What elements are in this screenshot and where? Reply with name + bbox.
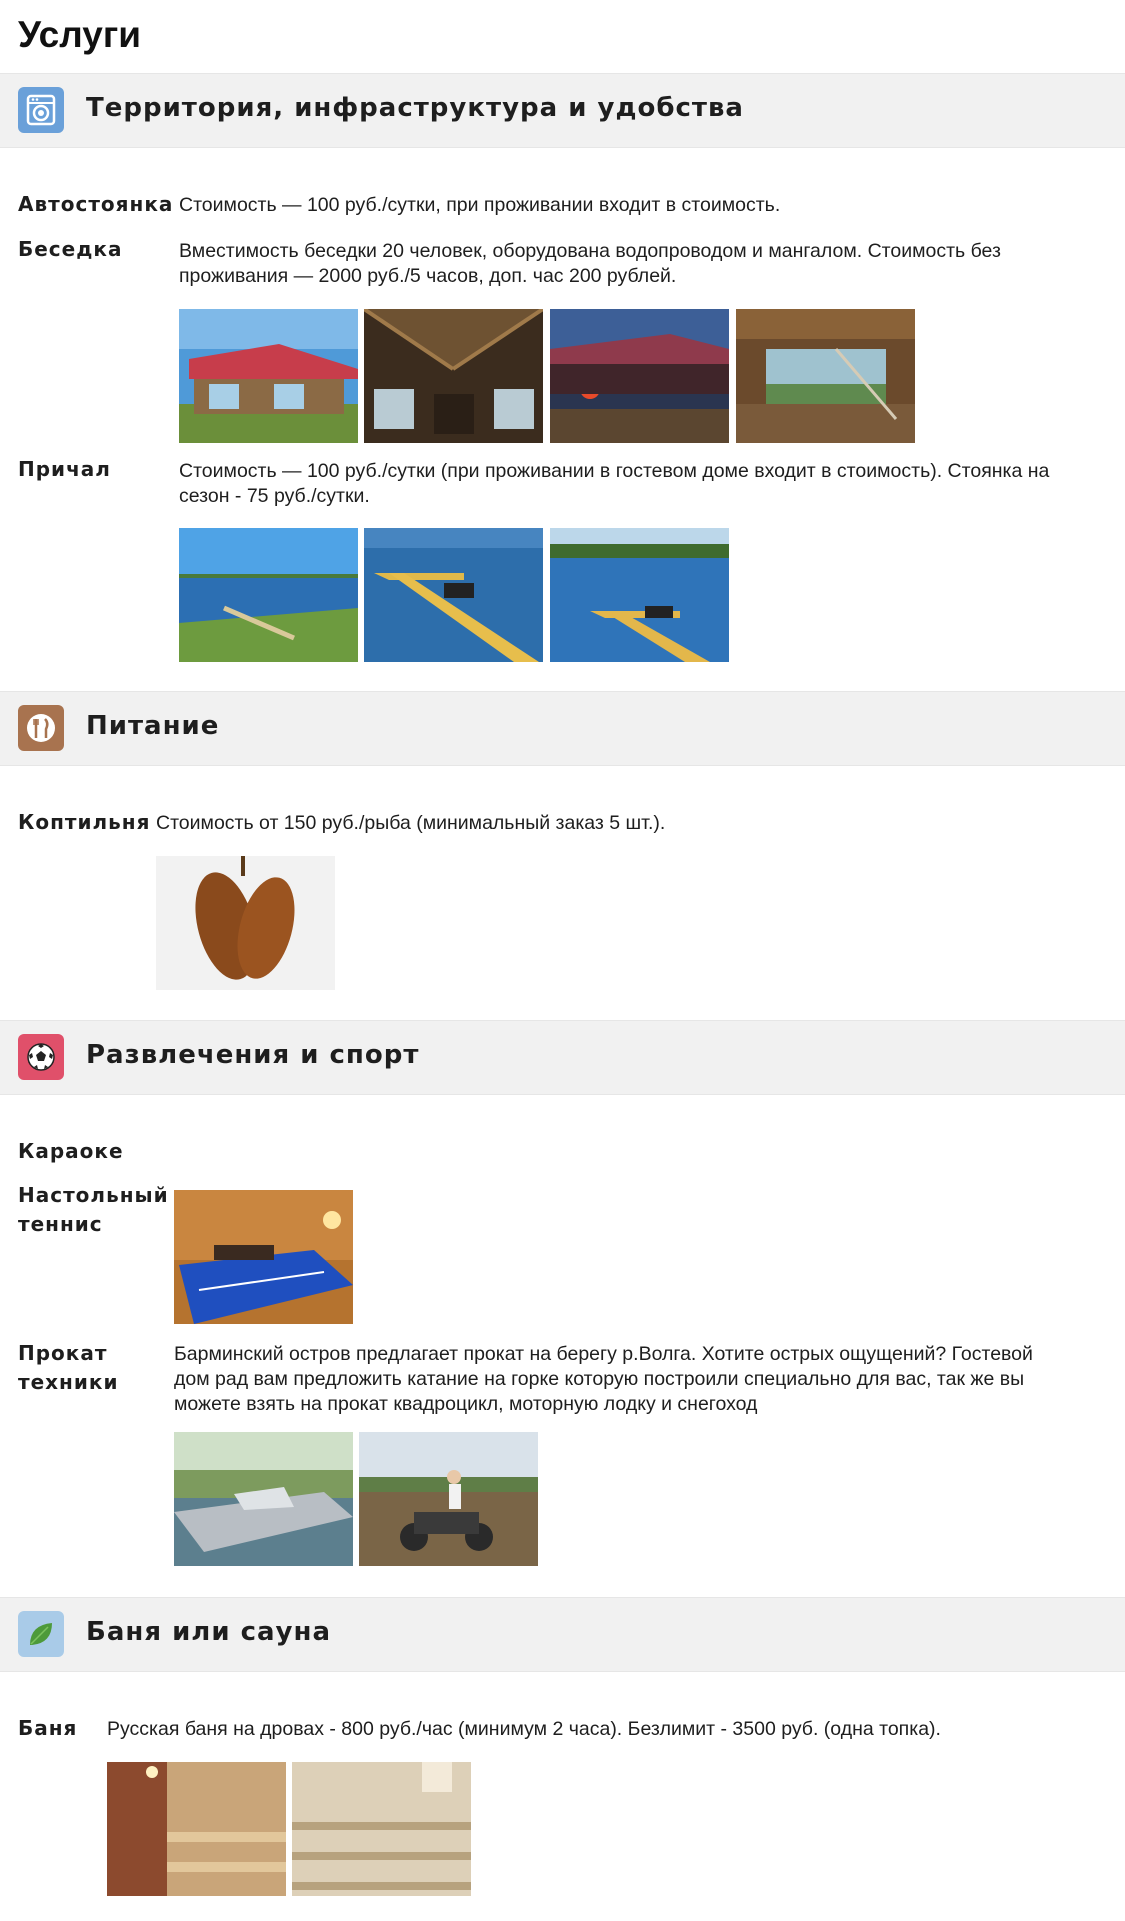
service-text-smokehouse: Стоимость от 150 руб./рыба (минимальный заказ 5 шт.). — [156, 812, 666, 834]
gazebo-sunset-photo[interactable] — [550, 309, 729, 443]
gazebo-veranda-photo[interactable] — [736, 309, 915, 443]
smoked-fish-photo[interactable] — [156, 856, 335, 990]
leaf-icon — [18, 1611, 64, 1657]
pier-shore-photo[interactable] — [179, 528, 358, 662]
section-header-sauna — [0, 1597, 1125, 1672]
section-title: Территория, инфраструктура и удобства — [86, 93, 744, 123]
gazebo-interior-photo[interactable] — [364, 309, 543, 443]
section-header-food — [0, 691, 1125, 766]
sauna-bench-photo[interactable] — [292, 1762, 471, 1896]
service-label-table-tennis: Настольный теннис — [18, 1183, 169, 1236]
sauna-wood-photo[interactable] — [107, 1762, 286, 1896]
service-label-bath: Баня — [18, 1716, 78, 1740]
washing-machine-icon — [18, 87, 64, 133]
service-label-parking: Автостоянка — [18, 192, 174, 216]
service-label-equipment-rental: Прокат техники — [18, 1341, 119, 1394]
page-title: Услуги — [18, 14, 142, 55]
service-text-parking: Стоимость — 100 руб./сутки, при проживании входит в стоимость. — [179, 194, 781, 216]
service-label-karaoke: Караоке — [18, 1139, 124, 1163]
service-text-gazebo: Вместимость беседки 20 человек, оборудована водопроводом и мангалом. Стоимость без проживания — 2000 руб./5 часов, доп. час 200 рублей. — [179, 240, 1001, 287]
soccer-ball-icon — [18, 1034, 64, 1080]
section-header-territory — [0, 73, 1125, 148]
service-text-equipment-rental: Барминский остров предлагает прокат на берегу р.Волга. Хотите острых ощущений? Гостевой дом рад вам предложить катание на горке которую построили специально для вас, так же вы можете взять на прокат квадроцикл, моторную лодку и снегоход — [174, 1343, 1033, 1415]
motor-boat-photo[interactable] — [174, 1432, 353, 1566]
section-header-entertainment — [0, 1020, 1125, 1095]
pier-lake-photo[interactable] — [550, 528, 729, 662]
section-title: Развлечения и спорт — [86, 1040, 420, 1070]
atv-photo[interactable] — [359, 1432, 538, 1566]
service-label-gazebo: Беседка — [18, 237, 123, 261]
fork-knife-icon — [18, 705, 64, 751]
pier-boats-photo[interactable] — [364, 528, 543, 662]
gazebo-exterior-photo[interactable] — [179, 309, 358, 443]
service-text-bath: Русская баня на дровах - 800 руб./час (минимум 2 часа). Безлимит - 3500 руб. (одна топка). — [107, 1718, 941, 1740]
section-title: Питание — [86, 711, 220, 741]
service-text-pier: Стоимость — 100 руб./сутки (при проживании в гостевом доме входит в стоимость). Стоянка на сезон - 75 руб./сутки. — [179, 460, 1050, 507]
service-label-pier: Причал — [18, 457, 111, 481]
table-tennis-photo[interactable] — [174, 1190, 353, 1324]
section-title: Баня или сауна — [86, 1617, 332, 1647]
service-label-smokehouse: Коптильня — [18, 810, 151, 834]
